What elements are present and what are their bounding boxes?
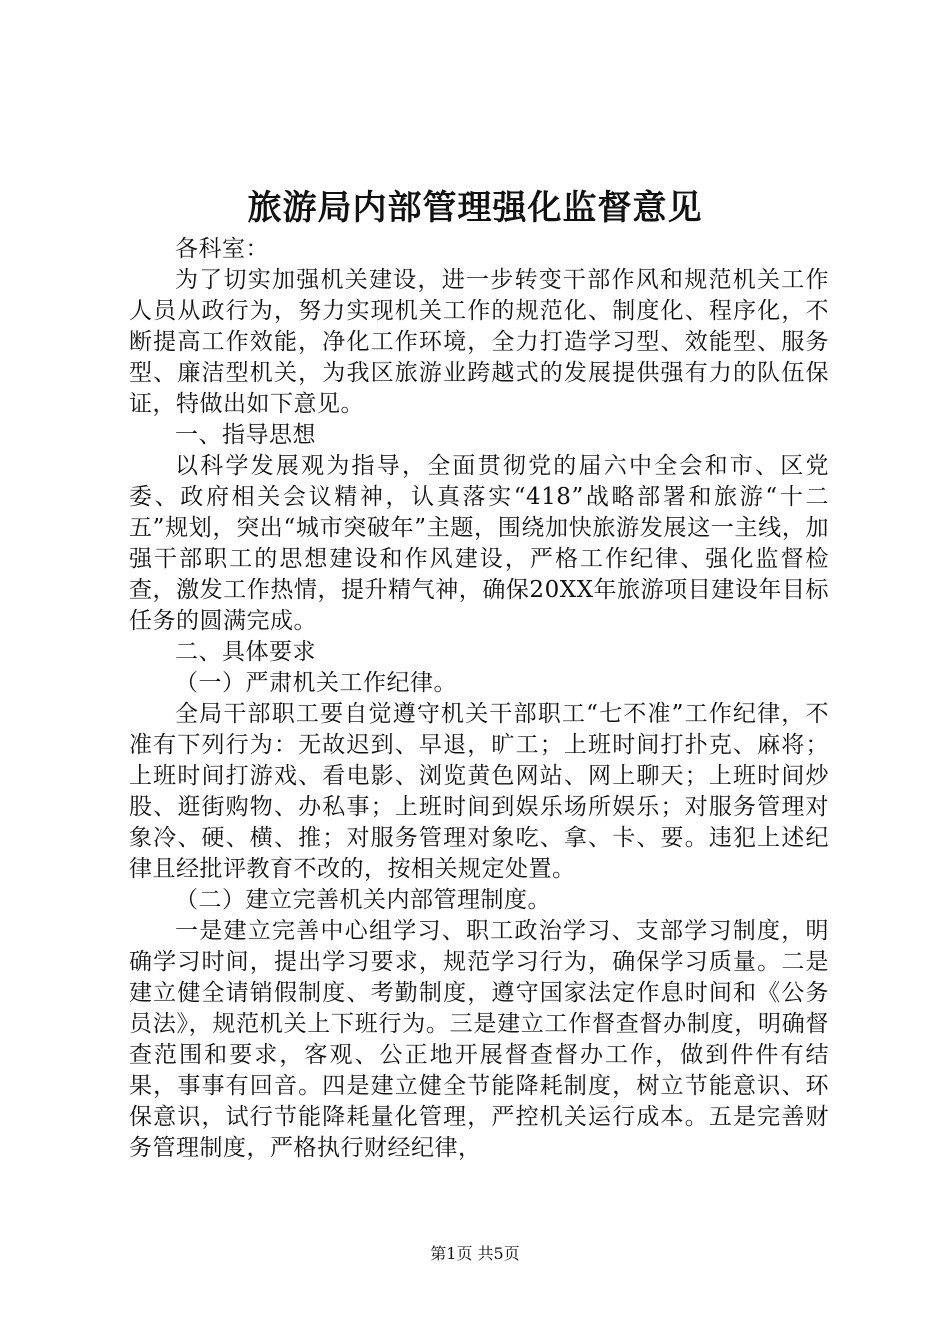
paragraph-management-system: 一是建立完善中心组学习、职工政治学习、支部学习制度，明确学习时间，提出学习要求，规范学习行为，确保学习质量。二是建立健全请销假制度、考勤制度，遵守国家法定作息时间和《公务员法》，规范机关上下班行为。三是建立工作督查督办制度，明确督查范围和要求，客观、公正地开展督查督办工作，做到件件有结果，事事有回音。四是建立健全节能降耗制度，树立节能意识、环保意识，试行节能降耗量化管理，严控机关运行成本。五是完善财务管理制度，严格执行财经纪律，	[129, 918, 829, 1161]
subheading-management-system: （二）建立完善机关内部管理制度。	[175, 887, 551, 913]
page-footer: 第1页 共5页	[430, 1244, 520, 1263]
paragraph-intro: 为了切实加强机关建设，进一步转变干部作风和规范机关工作人员从政行为，努力实现机关工作的规范化、制度化、程序化，不断提高工作效能，净化工作环境，全力打造学习型、效能型、服务型、廉洁型机关，为我区旅游业跨越式的发展提供强有力的队伍保证，特做出如下意见。	[129, 267, 829, 417]
salutation: 各科室：	[175, 236, 269, 262]
document-body	[129, 234, 829, 1164]
subheading-discipline: （一）严肃机关工作纪律。	[175, 670, 457, 696]
paragraph-guiding-thought: 以科学发展观为指导，全面贯彻党的届六中全会和市、区党委、政府相关会议精神，认真落实“418”战略部署和旅游“十二五”规划，突出“城市突破年”主题，围绕加快旅游发展这一主线，加强干部职工的思想建设和作风建设，严格工作纪律、强化监督检查，激发工作热情，提升精气神，确保20XX年旅游项目建设年目标任务的圆满完成。	[129, 453, 829, 634]
section-heading-requirements: 二、具体要求	[175, 639, 316, 665]
paragraph-discipline: 全局干部职工要自觉遵守机关干部职工“七不准”工作纪律，不准有下列行为：无故迟到、早退，旷工；上班时间打扑克、麻将；上班时间打游戏、看电影、浏览黄色网站、网上聊天；上班时间炒股、逛街购物、办私事；上班时间到娱乐场所娱乐；对服务管理对象冷、硬、横、推；对服务管理对象吃、拿、卡、要。违犯上述纪律且经批评教育不改的，按相关规定处置。	[129, 701, 829, 882]
document-title: 旅游局内部管理强化监督意见	[247, 188, 703, 228]
section-heading-guiding-thought: 一、指导思想	[175, 422, 316, 448]
